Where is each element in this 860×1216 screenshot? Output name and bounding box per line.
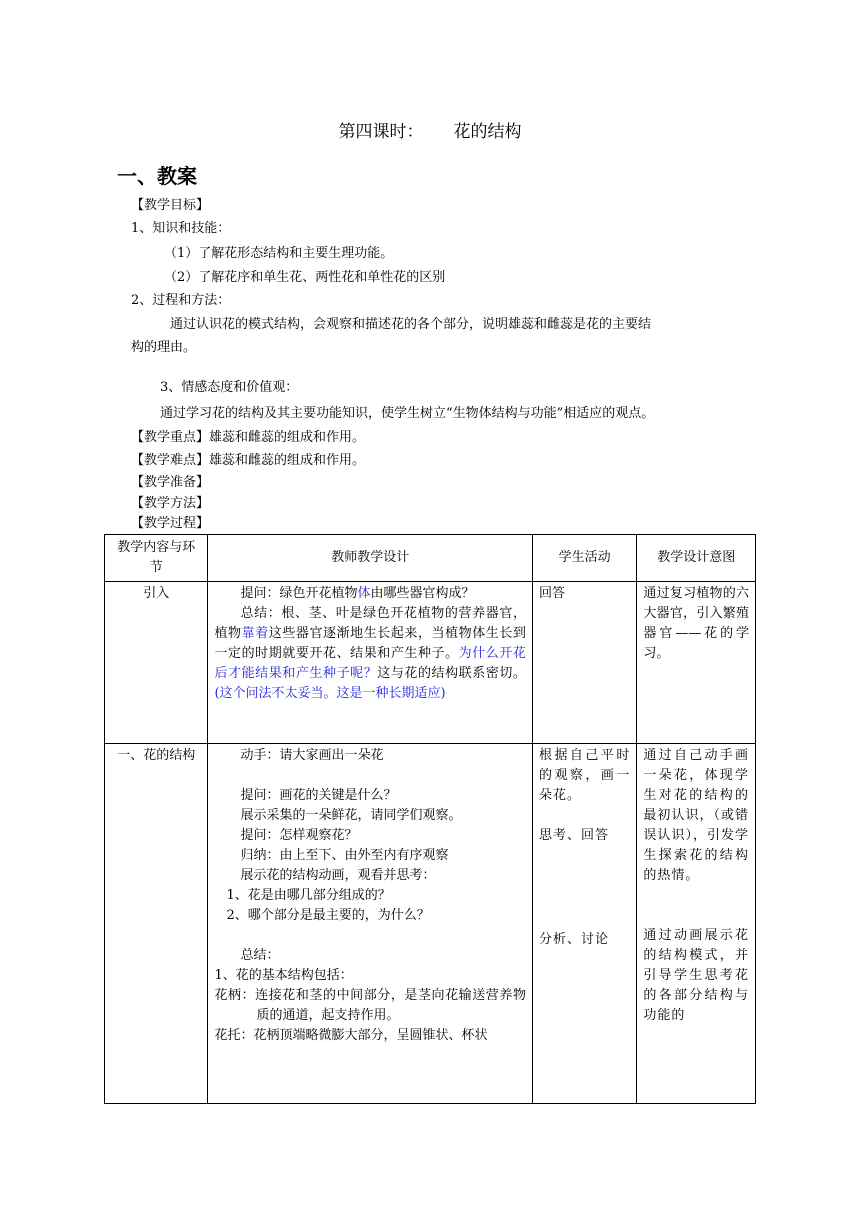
- title-topic: 花的结构: [453, 122, 522, 142]
- intent-animation: 通过动画展示花的结构模式，并引导学生思考花的各部分结构与功能的: [643, 928, 749, 1023]
- section-intro: 引入: [105, 582, 208, 744]
- intro-question: 提问：绿色开花植物体由哪些器官构成？: [240, 586, 475, 601]
- student-activity-intro: 回答: [532, 582, 636, 744]
- knowledge-item-1: （1）了解花形态结构和主要生理功能。: [164, 246, 394, 261]
- page-title: [0, 117, 860, 142]
- process-text-1: 通过认识花的模式结构，会观察和描述花的各个部分，说明雄蕊和雌蕊是花的主要结: [170, 317, 652, 332]
- draw-task: 动手：请大家画出一朵花: [240, 748, 384, 763]
- think-question-1: 1、花是由哪几部分组成的？: [226, 888, 391, 903]
- receptacle: 花托：花柄顶端略微膨大部分，呈圆锥状、杯状: [214, 1028, 488, 1043]
- process-heading: 2、过程和方法：: [131, 293, 231, 308]
- header-content: 教学内容与环节: [105, 535, 208, 582]
- title-lesson: 第四课时：: [338, 122, 424, 142]
- intent-structure: [637, 744, 756, 1104]
- intro-summary: 总结：根、茎、叶是绿色开花植物的营养器官，植物靠着这些器官逐渐地生长起来，当植物体生长到一定的时期就要开花、结果和产生种子。为什么开花后才能结果和产生种子呢？这与花的结构联系密切。(这个问法不太妥当。这是一种长期适应): [214, 606, 526, 701]
- section-heading: 一、教案: [117, 164, 197, 188]
- emotion-heading: 3、情感态度和价值观：: [160, 380, 299, 395]
- difficult-text: 雄蕊和雌蕊的组成和作用。: [209, 453, 366, 468]
- objectives-label: 【教学目标】: [131, 198, 210, 213]
- header-intent: 教学设计意图: [637, 535, 756, 582]
- header-teacher: 教师教学设计: [208, 535, 532, 582]
- student-draw: 根据自己平时的观察，画一朵花。: [538, 748, 631, 803]
- difficult-point: [131, 451, 365, 471]
- key-label: 【教学重点】: [131, 430, 210, 445]
- conclusion-label: 总结：: [240, 948, 280, 963]
- intent-intro: 通过复习植物的六大器官，引入繁殖器官——花的学习。: [637, 582, 756, 744]
- observe-question: 提问：怎样观察花？: [240, 828, 358, 843]
- procedure-label: 【教学过程】: [131, 516, 210, 531]
- teacher-design-intro: [208, 582, 532, 744]
- header-student: 学生活动: [532, 535, 636, 582]
- draw-question: 提问：画花的关键是什么？: [240, 788, 397, 803]
- method-label: 【教学方法】: [131, 496, 210, 511]
- table-row: [105, 744, 756, 1104]
- key-point: [131, 428, 365, 448]
- animation-task: 展示花的结构动画，观看并思考：: [240, 868, 436, 883]
- observe-summary: 归纳：由上至下、由外至内有序观察: [240, 848, 449, 863]
- student-think: 思考、回答: [538, 828, 609, 843]
- table-header-row: [105, 535, 756, 582]
- intent-draw: 通过自己动手画一朵花，体现学生对花的结构的最初认识，（或错误认识），引发学生探索花的结构的热情。: [643, 748, 749, 883]
- show-flower: 展示采集的一朵鲜花，请同学们观察。: [240, 808, 462, 823]
- teacher-design-structure: [208, 744, 532, 1104]
- knowledge-heading: 1、知识和技能：: [131, 221, 231, 236]
- flower-stalk: 花柄：连接花和茎的中间部分，是茎向花输送营养物质的通道，起支持作用。: [214, 988, 526, 1023]
- student-discuss: 分析、讨论: [538, 932, 609, 947]
- knowledge-item-2: （2）了解花序和单生花、两性花和单性花的区别: [164, 270, 446, 285]
- basic-structure: 1、花的基本结构包括：: [214, 968, 353, 983]
- student-activity-structure: [532, 744, 636, 1104]
- difficult-label: 【教学难点】: [131, 453, 210, 468]
- prep-label: 【教学准备】: [131, 475, 210, 490]
- section-flower-structure: 一、花的结构: [105, 744, 208, 1104]
- process-text-2: 构的理由。: [131, 340, 197, 355]
- think-question-2: 2、哪个部分是最主要的，为什么？: [226, 908, 430, 923]
- table-row: [105, 582, 756, 744]
- emotion-text: 通过学习花的结构及其主要功能知识，使学生树立“生物体结构与功能”相适应的观点。: [160, 406, 655, 421]
- lesson-plan-table: [104, 534, 756, 1104]
- key-text: 雄蕊和雌蕊的组成和作用。: [209, 430, 366, 445]
